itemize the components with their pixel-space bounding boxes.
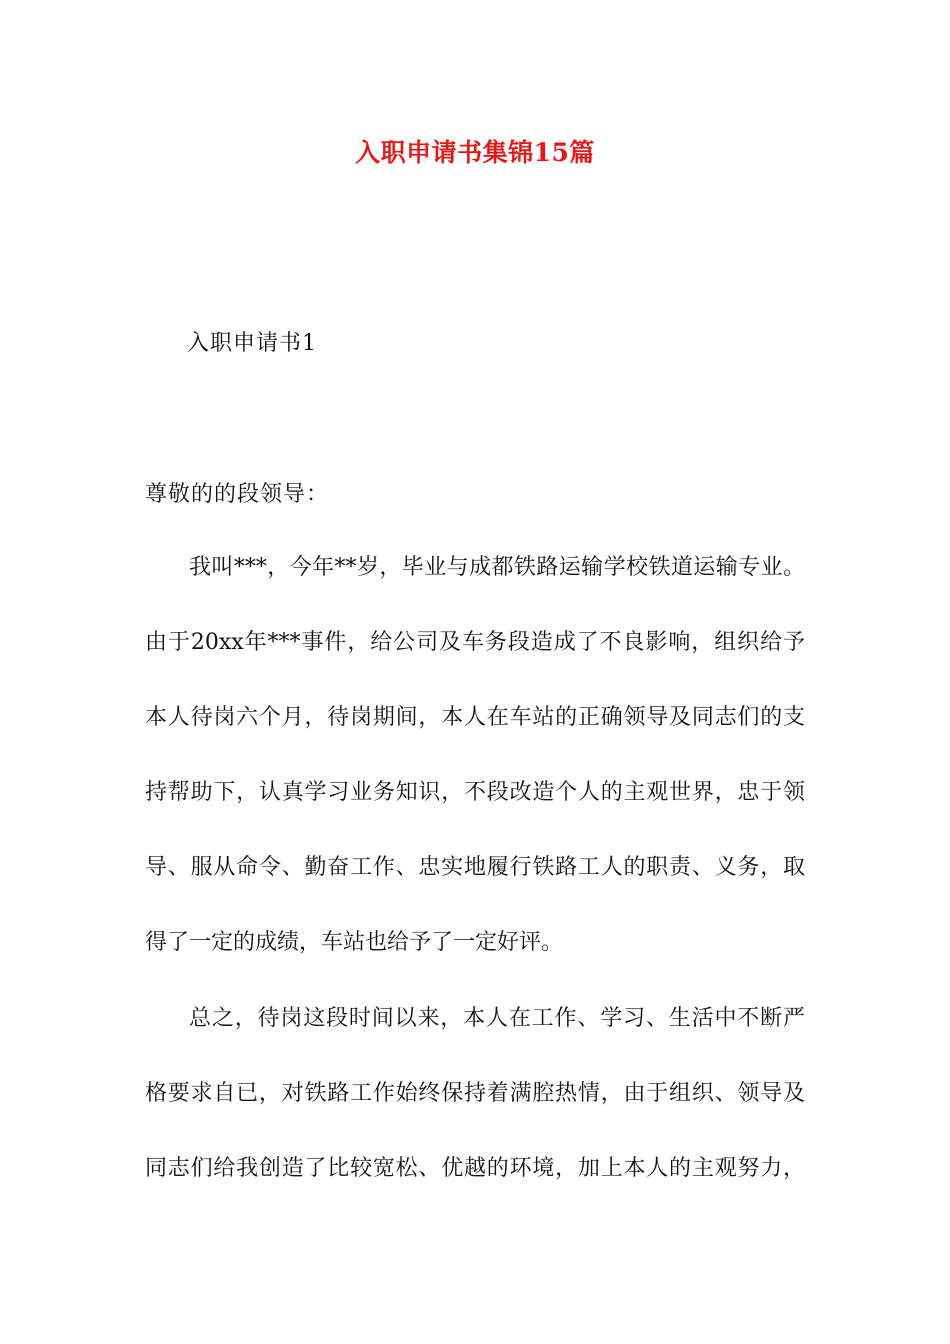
paragraph-line: 总之，待岗这段时间以来，本人在工作、学习、生活中不断严 xyxy=(189,1006,805,1031)
paragraph-line: 导、服从命令、勤奋工作、忠实地履行铁路工人的职责、义务，取 xyxy=(145,855,805,880)
section-heading: 入职申请书1 xyxy=(187,331,317,356)
document-title: 入职申请书集锦15篇 xyxy=(355,138,595,167)
paragraph-line: 同志们给我创造了比较宽松、优越的环境，加上本人的主观努力， xyxy=(145,1156,805,1181)
paragraph-line: 本人待岗六个月，待岗期间，本人在车站的正确领导及同志们的支 xyxy=(145,705,805,730)
paragraph-line: 持帮助下，认真学习业务知识，不段改造个人的主观世界，忠于领 xyxy=(145,780,805,805)
paragraph-line: 得了一定的成绩，车站也给予了一定好评。 xyxy=(145,930,564,955)
salutation: 尊敬的的段领导： xyxy=(145,482,330,507)
paragraph-line: 由于20xx年***事件，给公司及车务段造成了不良影响，组织给予 xyxy=(145,630,805,655)
paragraph-line: 格要求自已，对铁路工作始终保持着满腔热情，由于组织、领导及 xyxy=(145,1081,805,1106)
paragraph-line: 我叫***，今年**岁，毕业与成都铁路运输学校铁道运输专业。 xyxy=(189,555,805,580)
